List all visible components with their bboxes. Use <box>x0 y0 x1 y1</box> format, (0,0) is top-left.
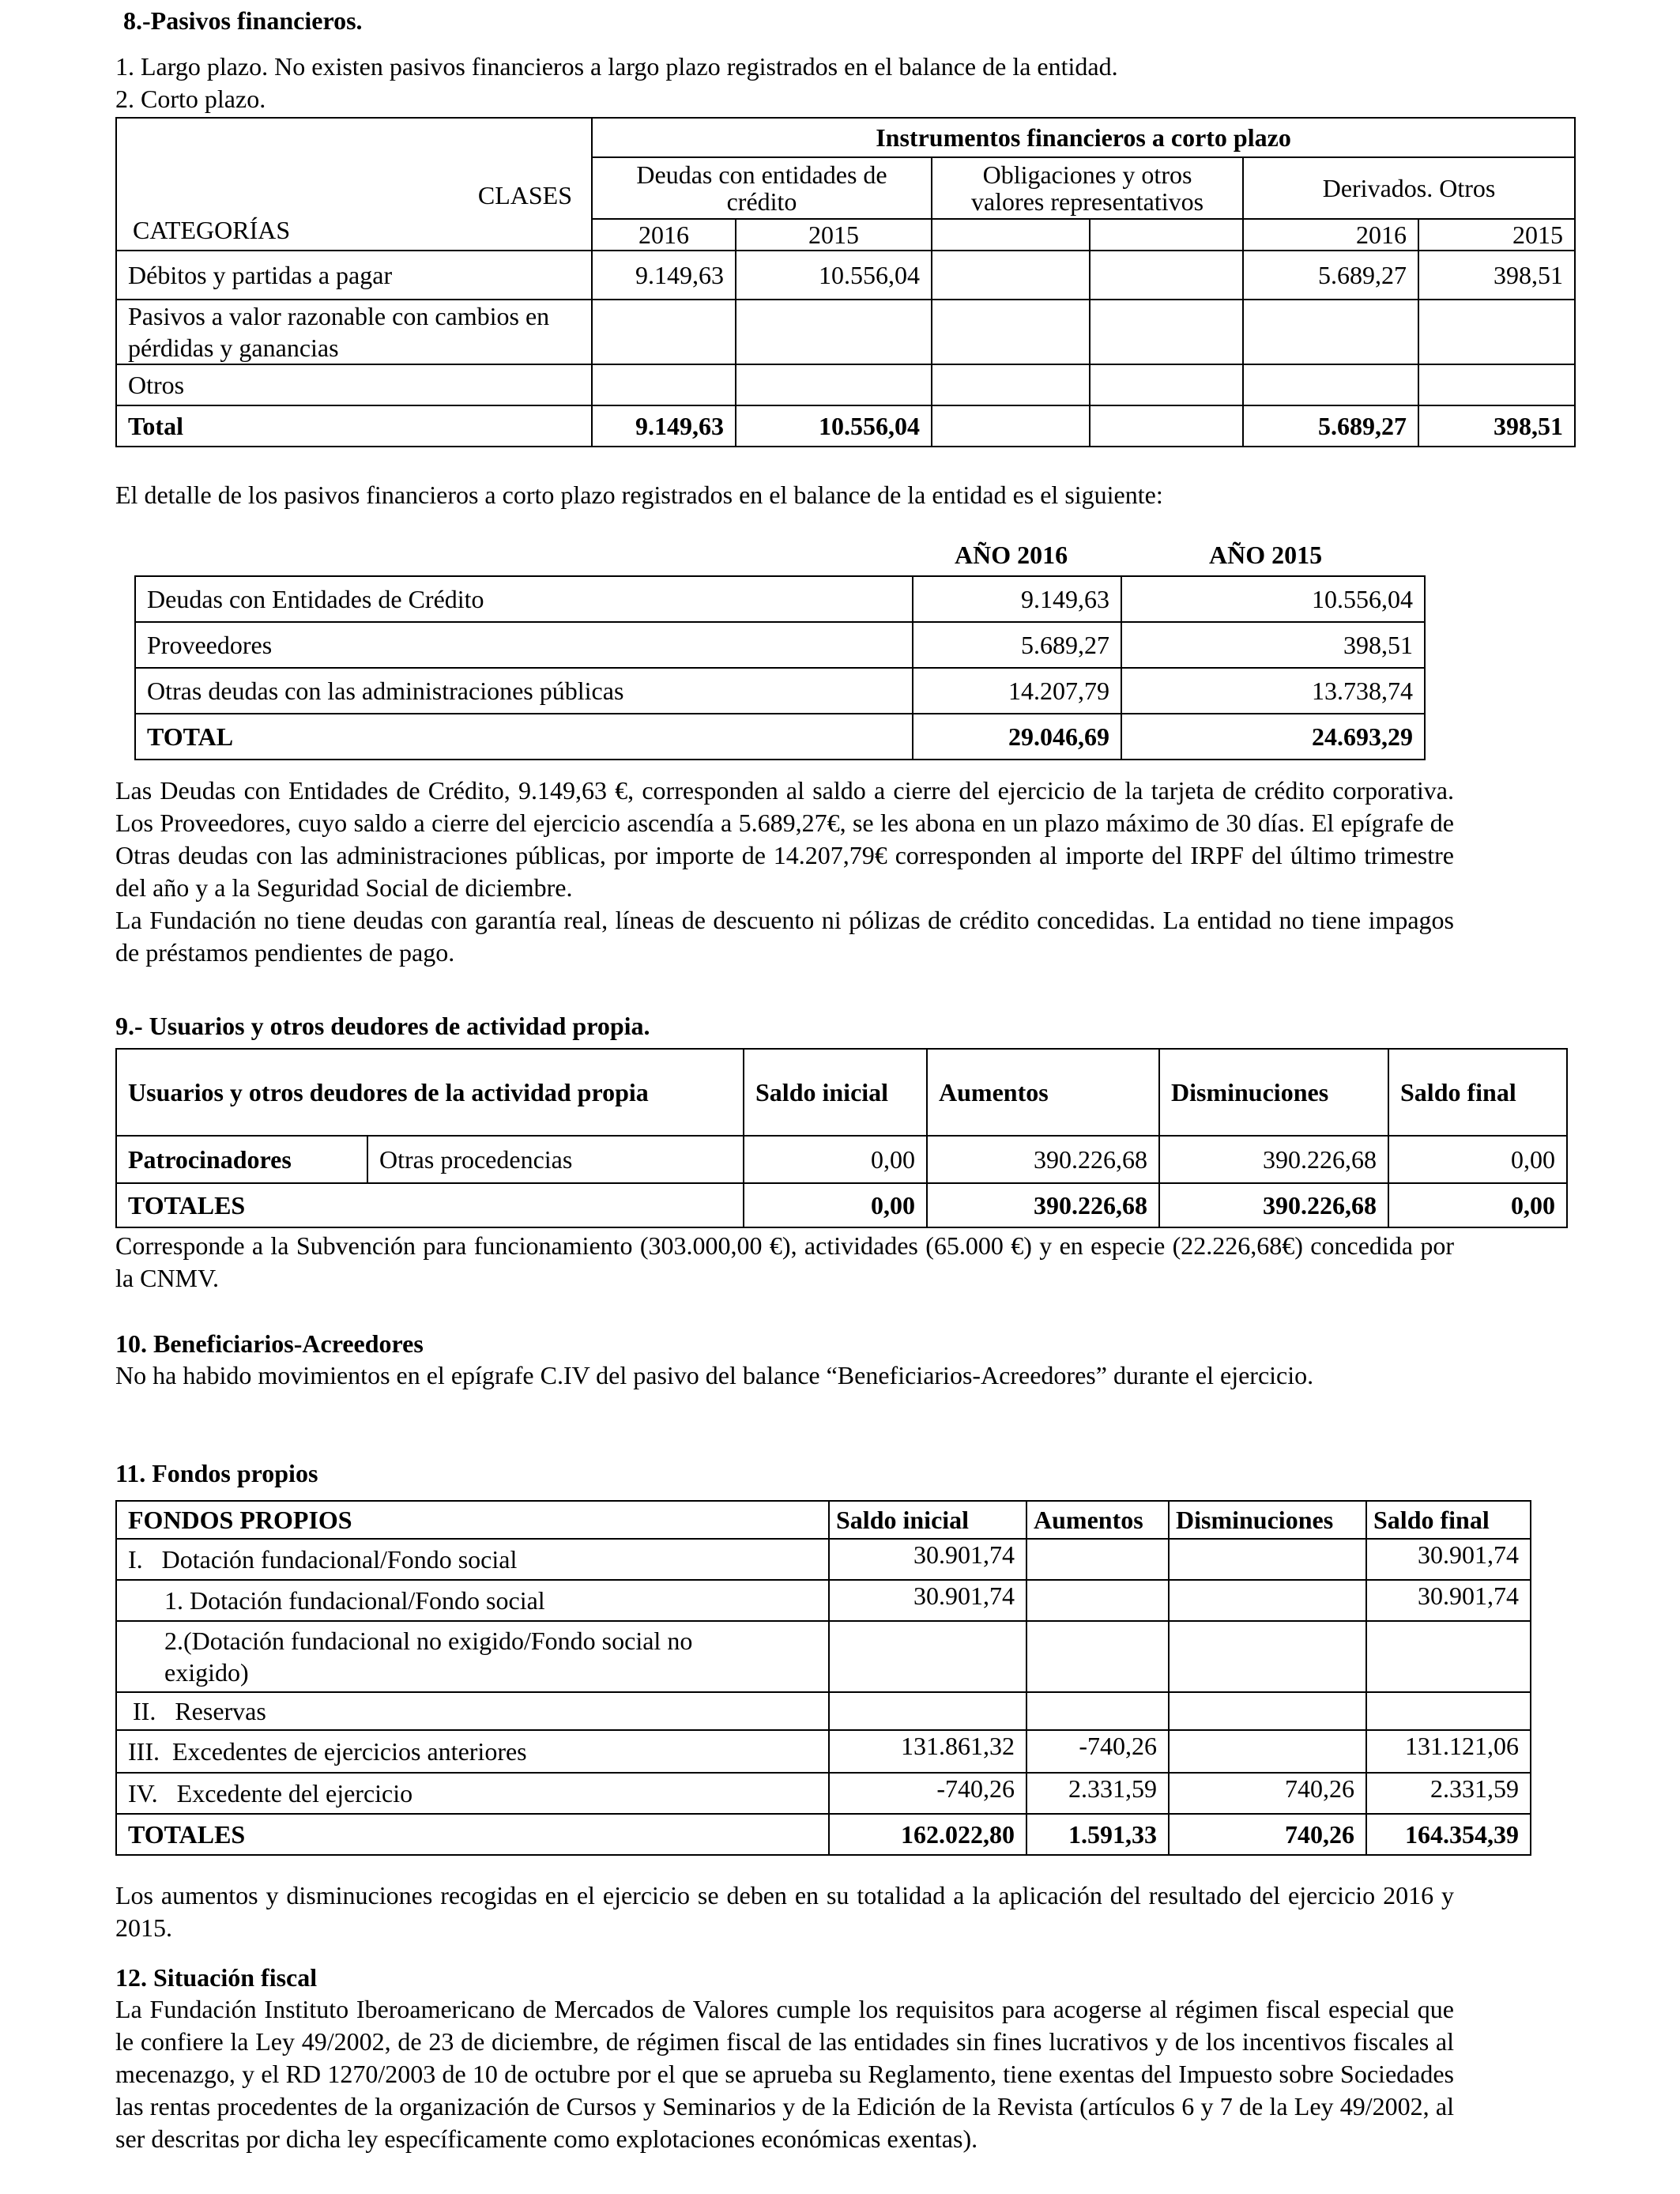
section-9-title: 9.- Usuarios y otros deudores de actividad propia. <box>115 1012 650 1040</box>
cell-value: 10.556,04 <box>736 251 932 300</box>
cell-value <box>1090 300 1243 364</box>
row-label: II. Reservas <box>116 1692 829 1730</box>
year-cell: 2015 <box>736 219 932 251</box>
row-label: Pasivos a valor razonable con cambios en pérdidas y ganancias <box>116 300 592 364</box>
table-row <box>116 364 1575 405</box>
s8-item-1: 1. Largo plazo. No existen pasivos financieros a largo plazo registrados en el balance de la entidad. <box>115 52 1118 81</box>
section-10-title: 10. Beneficiarios-Acreedores <box>115 1329 424 1358</box>
cell-value: 13.738,74 <box>1121 668 1425 714</box>
clases-label: CLASES <box>477 181 572 209</box>
cell-value: 390.226,68 <box>1159 1136 1388 1183</box>
s9-paragraph: Corresponde a la Subvención para funcionamiento (303.000,00 €), actividades (65.000 €) y en especie (22.226,68€) concedida por la CNMV. <box>115 1231 1454 1292</box>
row-label: Otras deudas con las administraciones públicas <box>135 668 913 714</box>
cell-value: 29.046,69 <box>913 714 1121 760</box>
table-row <box>116 1730 1531 1773</box>
header-cell: Saldo inicial <box>744 1049 927 1136</box>
cell-value: 0,00 <box>744 1136 927 1183</box>
table-row <box>135 668 1425 714</box>
cell-value <box>736 364 932 405</box>
cell-value: 1.591,33 <box>1026 1814 1169 1855</box>
cell-value: 9.149,63 <box>592 251 736 300</box>
cell-value <box>1026 1621 1169 1692</box>
cell-value <box>829 1692 1026 1730</box>
cell-value: 30.901,74 <box>829 1539 1026 1580</box>
own-funds-table <box>115 1500 1531 1856</box>
row-sublabel: Otras procedencias <box>367 1136 744 1183</box>
header-cell: Aumentos <box>927 1049 1159 1136</box>
cell-value: 740,26 <box>1169 1814 1366 1855</box>
cell-value <box>932 364 1090 405</box>
row-label: IV. Excedente del ejercicio <box>116 1773 829 1814</box>
cell-value: 30.901,74 <box>1366 1539 1531 1580</box>
categorias-label: CATEGORÍAS <box>133 216 291 244</box>
cell-value <box>592 364 736 405</box>
short-term-financial-instruments-table <box>115 117 1576 447</box>
cell-value: -740,26 <box>1026 1730 1169 1773</box>
cell-value <box>1026 1539 1169 1580</box>
table-row <box>116 1621 1531 1692</box>
cell-value <box>932 251 1090 300</box>
row-label: III. Excedentes de ejercicios anteriores <box>116 1730 829 1773</box>
header-cell: FONDOS PROPIOS <box>116 1501 829 1539</box>
table-row-total <box>135 714 1425 760</box>
section-11-title: 11. Fondos propios <box>115 1459 318 1487</box>
table-row <box>116 300 1575 364</box>
cell-value: 164.354,39 <box>1366 1814 1531 1855</box>
s11-paragraph: Los aumentos y disminuciones recogidas en el ejercicio se deben en su totalidad a la aplicación del resultado del ejercicio 2016 y 2015. <box>115 1881 1454 1942</box>
table-row <box>116 1539 1531 1580</box>
table-header-row <box>116 1501 1531 1539</box>
cell-value: 9.149,63 <box>592 405 736 447</box>
row-label: Proveedores <box>135 622 913 668</box>
year-cell: 2016 <box>1243 219 1418 251</box>
cell-value: 398,51 <box>1418 251 1575 300</box>
table-row <box>116 1580 1531 1621</box>
header-cell: Saldo final <box>1366 1501 1531 1539</box>
s8-paragraph-2: La Fundación no tiene deudas con garantía real, líneas de descuento ni pólizas de crédito concedidas. La entidad no tiene impagos de préstamos pendientes de pago. <box>115 906 1454 967</box>
cell-value <box>1366 1692 1531 1730</box>
s8-paragraph <box>115 775 1454 969</box>
cell-value <box>1243 300 1418 364</box>
table-row <box>135 622 1425 668</box>
year-cell: 2016 <box>592 219 736 251</box>
row-label: Total <box>116 405 592 447</box>
cell-value: 398,51 <box>1418 405 1575 447</box>
cell-value: 131.121,06 <box>1366 1730 1531 1773</box>
categories-classes-cell <box>116 118 592 251</box>
row-label: Patrocinadores <box>116 1136 367 1183</box>
cell-value: 10.556,04 <box>1121 576 1425 622</box>
cell-value: 30.901,74 <box>1366 1580 1531 1621</box>
cell-value: 5.689,27 <box>1243 251 1418 300</box>
cell-value: 740,26 <box>1169 1773 1366 1814</box>
cell-value <box>736 300 932 364</box>
cell-value <box>1090 251 1243 300</box>
table-row-total <box>116 1183 1567 1227</box>
year-cell <box>1090 219 1243 251</box>
section-12-title: 12. Situación fiscal <box>115 1963 318 1992</box>
cell-value <box>1418 300 1575 364</box>
cell-value: 390.226,68 <box>927 1136 1159 1183</box>
table-row-total <box>116 1814 1531 1855</box>
header-cell: Aumentos <box>1026 1501 1169 1539</box>
year-2015-header: AÑO 2015 <box>1209 541 1323 569</box>
cell-value <box>1090 405 1243 447</box>
col-deudas-entidades: Deudas con entidades de crédito <box>592 157 932 219</box>
cell-value: 30.901,74 <box>829 1580 1026 1621</box>
header-cell: Disminuciones <box>1159 1049 1388 1136</box>
year-2016-header: AÑO 2016 <box>955 541 1068 569</box>
header-cell: Disminuciones <box>1169 1501 1366 1539</box>
table-header-row <box>116 1049 1567 1136</box>
s12-paragraph: La Fundación Instituto Iberoamericano de Mercados de Valores cumple los requisitos para acogerse al régimen fiscal especial que le confiere la Ley 49/2002, de 23 de diciembre, de régimen fiscal de las entidades sin fines lucrativos y de los incentivos fiscales al mecenazgo, y el RD 1270/2003 de 10 de octubre por el que se aprueba su Reglamento, tiene exentas del Impuesto sobre Sociedades las rentas procedentes de la organización de Cursos y Seminarios y de la Edición de la Revista (artículos 6 y 7 de la Ley 49/2002, al ser descritas por dicha ley específicamente como explotaciones económicas exentas). <box>115 1995 1454 2153</box>
cell-value <box>829 1621 1026 1692</box>
header-cell: Saldo final <box>1388 1049 1567 1136</box>
cell-value: 0,00 <box>744 1183 927 1227</box>
row-label: I. Dotación fundacional/Fondo social <box>116 1539 829 1580</box>
s10-paragraph: No ha habido movimientos en el epígrafe C.IV del pasivo del balance “Beneficiarios-Acreedores” durante el ejercicio. <box>115 1361 1314 1389</box>
detail-intro: El detalle de los pasivos financieros a corto plazo registrados en el balance de la entidad es el siguiente: <box>115 481 1163 509</box>
cell-value: 10.556,04 <box>736 405 932 447</box>
row-label: TOTALES <box>116 1814 829 1855</box>
year-cell: 2015 <box>1418 219 1575 251</box>
cell-value <box>1243 364 1418 405</box>
cell-value <box>1169 1621 1366 1692</box>
s8-paragraph-1: Las Deudas con Entidades de Crédito, 9.149,63 €, corresponden al saldo a cierre del ejercicio de la tarjeta de crédito corporativa. Los Proveedores, cuyo saldo a cierre del ejercicio ascendía a 5.689,27€, se les abona en un plazo máximo de 30 días. El epígrafe de Otras deudas con las administraciones públicas, por importe de 14.207,79€ corresponden al importe del IRPF del último trimestre del año y a la Seguridad Social de diciembre. <box>115 776 1454 902</box>
row-label: 1. Dotación fundacional/Fondo social <box>116 1580 829 1621</box>
cell-value: 14.207,79 <box>913 668 1121 714</box>
cell-value <box>1169 1730 1366 1773</box>
group-header: Instrumentos financieros a corto plazo <box>592 118 1575 157</box>
cell-value: 0,00 <box>1388 1183 1567 1227</box>
col-obligaciones: Obligaciones y otros valores representativos <box>932 157 1243 219</box>
row-label: Débitos y partidas a pagar <box>116 251 592 300</box>
cell-value: 24.693,29 <box>1121 714 1425 760</box>
cell-value <box>1026 1580 1169 1621</box>
cell-value <box>932 405 1090 447</box>
cell-value <box>1026 1692 1169 1730</box>
year-cell <box>932 219 1090 251</box>
table-row <box>116 251 1575 300</box>
cell-value: -740,26 <box>829 1773 1026 1814</box>
cell-value: 9.149,63 <box>913 576 1121 622</box>
row-label: Deudas con Entidades de Crédito <box>135 576 913 622</box>
table-row <box>116 1773 1531 1814</box>
cell-value: 162.022,80 <box>829 1814 1026 1855</box>
cell-value <box>1169 1692 1366 1730</box>
cell-value: 5.689,27 <box>1243 405 1418 447</box>
table-row <box>116 1692 1531 1730</box>
users-debtors-table <box>115 1048 1568 1228</box>
cell-value: 5.689,27 <box>913 622 1121 668</box>
col-derivados-otros: Derivados. Otros <box>1243 157 1575 219</box>
cell-value: 398,51 <box>1121 622 1425 668</box>
row-label: Otros <box>116 364 592 405</box>
cell-value: 390.226,68 <box>1159 1183 1388 1227</box>
table-row <box>135 576 1425 622</box>
s8-item-2: 2. Corto plazo. <box>115 85 266 113</box>
cell-value <box>592 300 736 364</box>
cell-value: 0,00 <box>1388 1136 1567 1183</box>
cell-value <box>1418 364 1575 405</box>
cell-value <box>1169 1539 1366 1580</box>
header-cell: Saldo inicial <box>829 1501 1026 1539</box>
cell-value <box>1366 1621 1531 1692</box>
cell-value: 390.226,68 <box>927 1183 1159 1227</box>
short-term-detail-table <box>134 575 1426 760</box>
cell-value: 2.331,59 <box>1026 1773 1169 1814</box>
cell-value <box>932 300 1090 364</box>
cell-value <box>1169 1580 1366 1621</box>
section-8-title: 8.-Pasivos financieros. <box>123 6 363 35</box>
cell-value: 131.861,32 <box>829 1730 1026 1773</box>
cell-value <box>1090 364 1243 405</box>
table-row <box>116 1136 1567 1183</box>
row-label: 2.(Dotación fundacional no exigido/Fondo social no exigido) <box>116 1621 829 1692</box>
table-row-total <box>116 405 1575 447</box>
row-label: TOTALES <box>116 1183 744 1227</box>
header-cell: Usuarios y otros deudores de la actividad propia <box>116 1049 744 1136</box>
row-label: TOTAL <box>135 714 913 760</box>
cell-value: 2.331,59 <box>1366 1773 1531 1814</box>
